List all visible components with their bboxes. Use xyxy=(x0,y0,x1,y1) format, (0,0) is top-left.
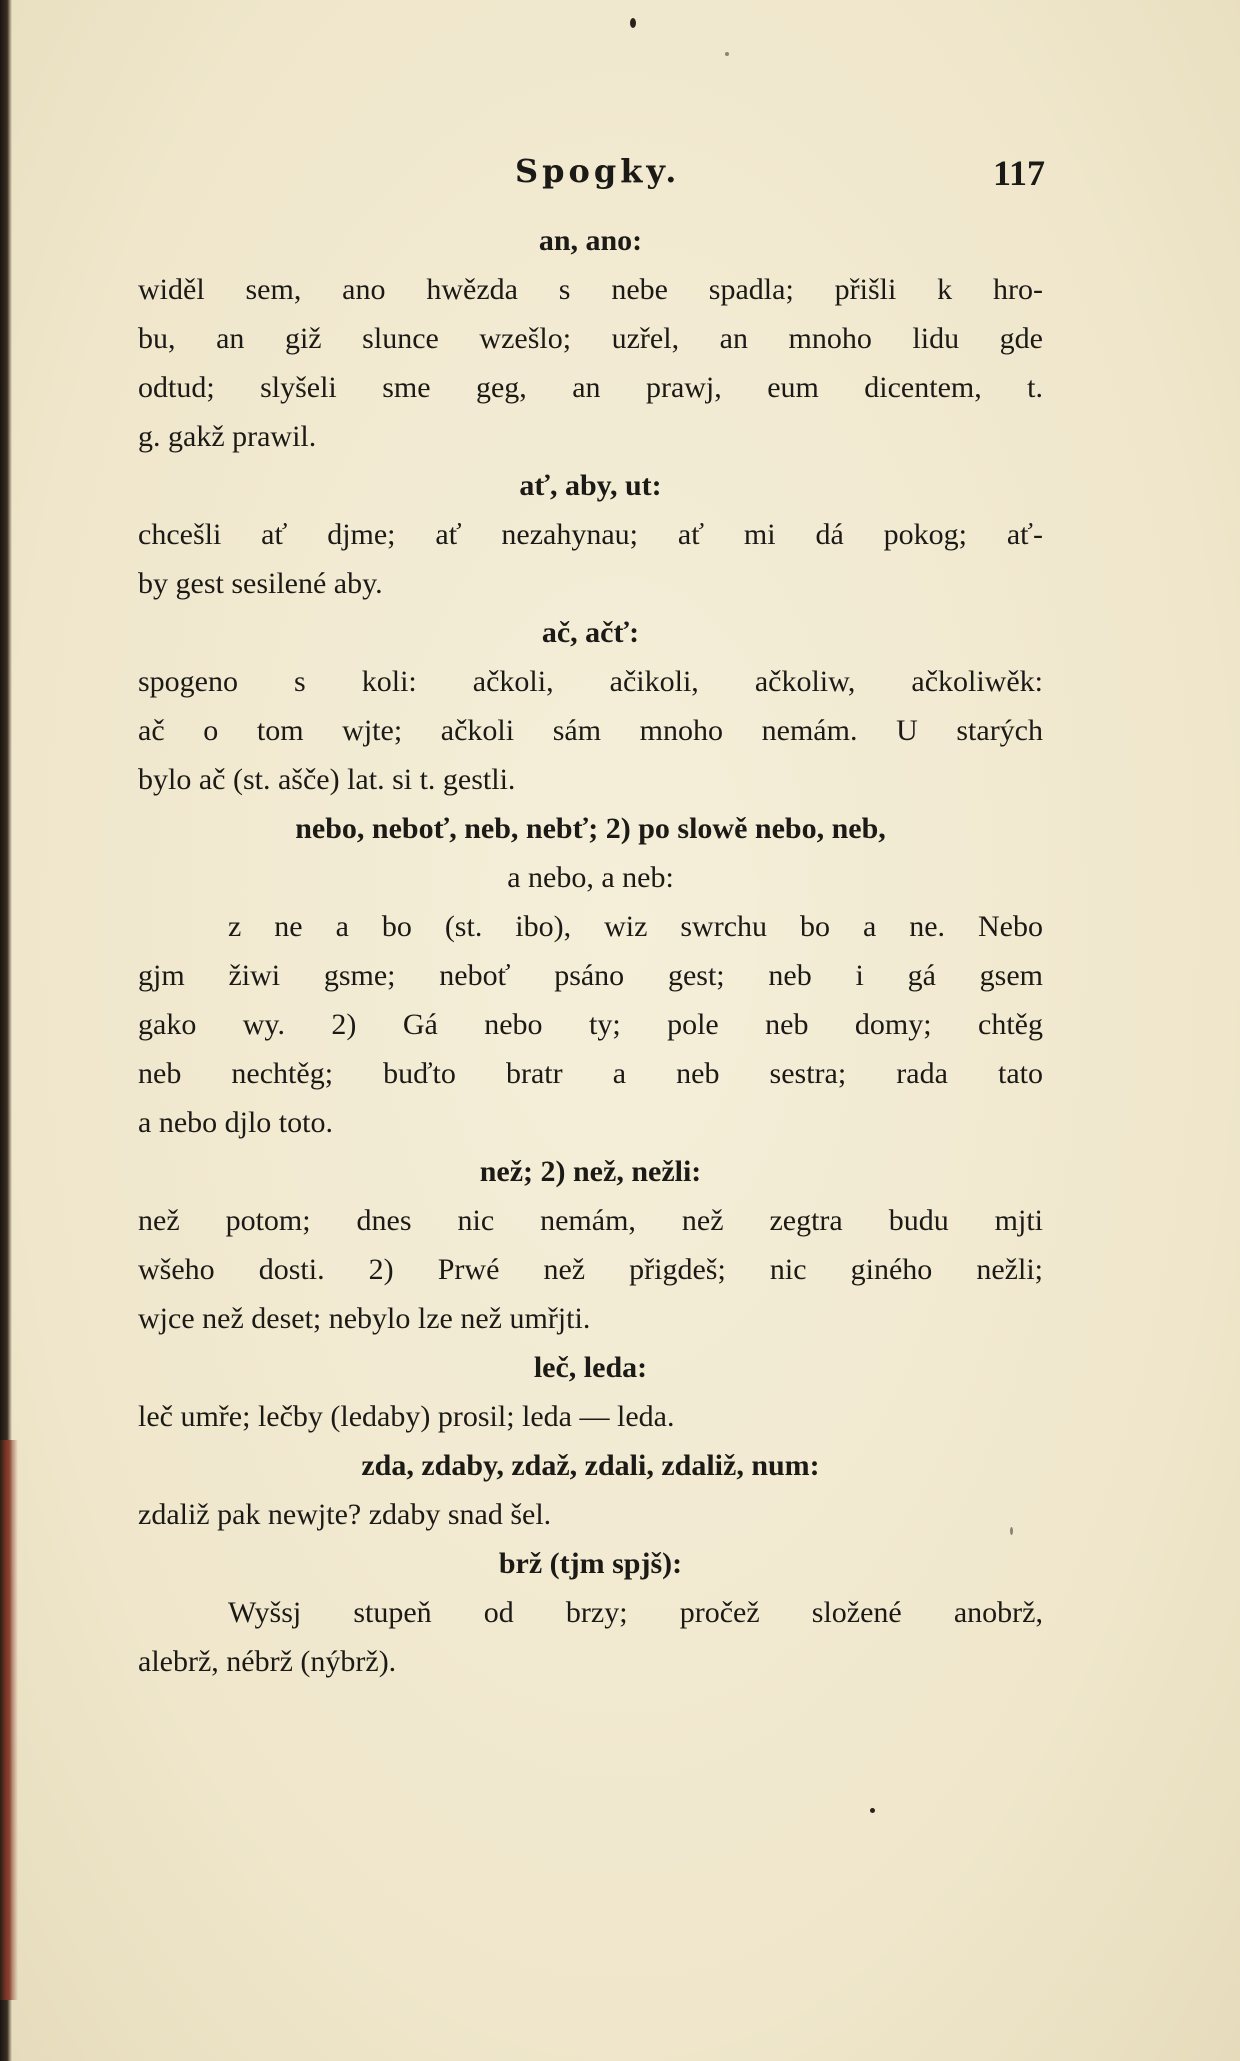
running-head: Spogky. xyxy=(515,152,681,190)
entry-heading-at: ať, aby, ut: xyxy=(519,469,662,502)
text-line: by gest sesilené aby. xyxy=(138,567,383,600)
text-line: z ne a bo (st. ibo), wiz swrchu bo a ne. Nebo xyxy=(228,910,1043,943)
ink-speck xyxy=(870,1808,875,1813)
page-text xyxy=(138,216,1043,1686)
text-line: spogeno s koli: ačkoli, ačikoli, ačkoliw, ačkoliwěk: xyxy=(138,665,1043,698)
entry-heading-ac: ač, ačť: xyxy=(541,616,640,649)
binding-edge xyxy=(0,1440,18,2000)
text-line: alebrž, nébrž (nýbrž). xyxy=(138,1645,397,1678)
text-line: bylo ač (st. ašče) lat. si t. gestli. xyxy=(138,763,516,796)
text-line: gjm žiwi gsme; neboť psáno gest; neb i gá gsem xyxy=(138,959,1043,992)
entry-heading-lec: leč, leda: xyxy=(533,1351,648,1384)
entry-heading-brz: brž (tjm spjš): xyxy=(498,1547,683,1580)
text-line: widěl sem, ano hwězda s nebe spadla; přišli k hro- xyxy=(138,273,1043,306)
page-number: 117 xyxy=(992,153,1045,193)
text-line: chcešli ať djme; ať nezahynau; ať mi dá pokog; ať- xyxy=(138,518,1043,551)
entry-heading-zda: zda, zdaby, zdaž, zdali, zdaliž, num: xyxy=(361,1449,820,1482)
text-line: Wyšsj stupeň od brzy; pročež složené anobrž, xyxy=(228,1596,1043,1629)
text-line: gako wy. 2) Gá nebo ty; pole neb domy; chtěg xyxy=(138,1008,1043,1041)
text-line: g. gakž prawil. xyxy=(138,420,317,453)
text-line: bu, an giž slunce wzešlo; uzřel, an mnoho lidu gde xyxy=(138,322,1043,355)
ink-speck xyxy=(1010,1527,1013,1535)
text-line: wšeho dosti. 2) Prwé než přigdeš; nic giného nežli; xyxy=(138,1253,1043,1286)
ink-speck xyxy=(725,52,729,56)
text-line: než potom; dnes nic nemám, než zegtra budu mjti xyxy=(138,1204,1043,1237)
text-line: wjce než deset; nebylo lze než umřjti. xyxy=(138,1302,591,1335)
ink-speck xyxy=(630,18,636,28)
text-line: neb nechtěg; buďto bratr a neb sestra; rada tato xyxy=(138,1057,1043,1090)
text-line: ač o tom wjte; ačkoli sám mnoho nemám. U starých xyxy=(138,714,1043,747)
text-line: odtud; slyšeli sme geg, an prawj, eum dicentem, t. xyxy=(138,371,1043,404)
page-header xyxy=(140,152,1045,204)
entry-heading-an: an, ano: xyxy=(538,224,643,257)
entry-heading-nebo: nebo, neboť, neb, nebť; 2) po slowě nebo, neb, xyxy=(295,812,886,845)
text-line: leč umře; lečby (ledaby) prosil; leda — leda. xyxy=(138,1400,675,1433)
text-line: a nebo djlo toto. xyxy=(138,1106,333,1139)
entry-heading-nebo-cont: a nebo, a neb: xyxy=(507,861,674,894)
text-line: zdaliž pak newjte? zdaby snad šel. xyxy=(138,1498,552,1531)
entry-heading-nez: než; 2) než, nežli: xyxy=(479,1155,702,1188)
